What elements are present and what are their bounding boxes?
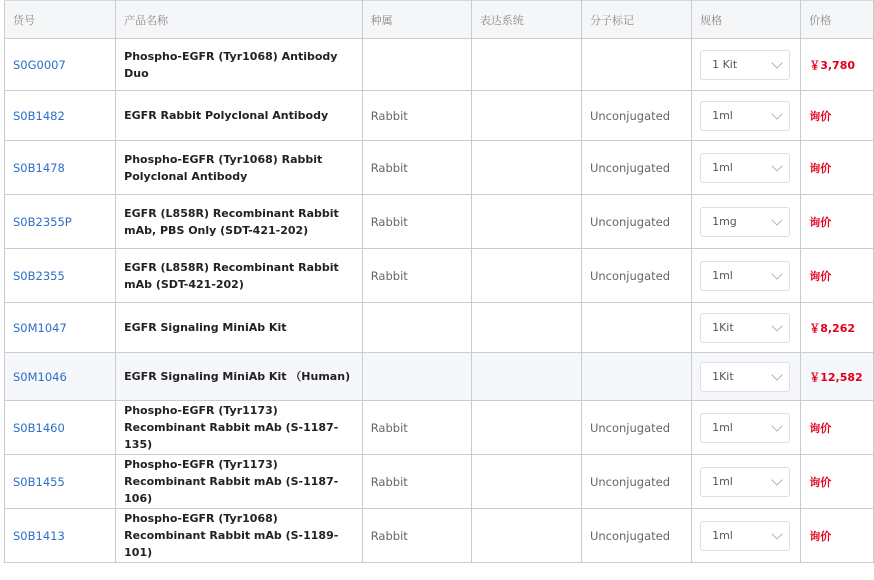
table-row: [5, 303, 874, 353]
spec-selected-value: 1ml: [712, 269, 733, 282]
sku-link[interactable]: S0B1455: [13, 474, 65, 489]
col-header-spec: 规格: [692, 1, 801, 39]
price-value: ￥8,262: [809, 321, 856, 335]
product-name[interactable]: Phospho-EGFR (Tyr1173) Recombinant Rabbit mAb (S-1187-135): [124, 404, 339, 451]
species-cell: Rabbit: [362, 401, 471, 455]
species-cell: Rabbit: [362, 91, 471, 141]
col-header-species: 种属: [362, 1, 471, 39]
col-header-product-name: 产品名称: [116, 1, 363, 39]
spec-select[interactable]: [700, 50, 790, 80]
table-row: [5, 141, 874, 195]
product-name[interactable]: Phospho-EGFR (Tyr1068) Rabbit Polyclonal Antibody: [124, 152, 323, 183]
chevron-down-icon: [771, 474, 782, 485]
label-cell: Unconjugated: [581, 141, 691, 195]
spec-select[interactable]: [700, 101, 790, 131]
col-header-expression-system: 表达系统: [471, 1, 581, 39]
chevron-down-icon: [771, 369, 782, 380]
spec-select[interactable]: [700, 362, 790, 392]
product-name[interactable]: EGFR (L858R) Recombinant Rabbit mAb (SDT-421-202): [124, 260, 339, 291]
chevron-down-icon: [771, 160, 782, 171]
species-cell: Rabbit: [362, 195, 471, 249]
table-row: [5, 509, 874, 563]
label-cell: Unconjugated: [581, 401, 691, 455]
species-cell: Rabbit: [362, 455, 471, 509]
price-value: 询价: [809, 421, 832, 435]
spec-selected-value: 1ml: [712, 109, 733, 122]
spec-select[interactable]: [700, 521, 790, 551]
table-row: [5, 195, 874, 249]
spec-selected-value: 1Kit: [712, 370, 734, 383]
sku-link[interactable]: S0M1046: [13, 369, 67, 384]
chevron-down-icon: [771, 108, 782, 119]
price-value: ￥12,582: [809, 370, 863, 384]
product-name[interactable]: Phospho-EGFR (Tyr1068) Recombinant Rabbit mAb (S-1189-101): [124, 512, 339, 559]
chevron-down-icon: [771, 528, 782, 539]
species-cell: [362, 303, 471, 353]
product-name[interactable]: Phospho-EGFR (Tyr1068) Antibody Duo: [124, 49, 338, 80]
expression-cell: [471, 141, 581, 195]
label-cell: [581, 39, 691, 91]
spec-selected-value: 1 Kit: [712, 58, 738, 71]
expression-cell: [471, 455, 581, 509]
table-row: [5, 249, 874, 303]
spec-select[interactable]: [700, 467, 790, 497]
spec-selected-value: 1Kit: [712, 321, 734, 334]
expression-cell: [471, 303, 581, 353]
spec-selected-value: 1ml: [712, 161, 733, 174]
spec-selected-value: 1mg: [712, 215, 737, 228]
sku-link[interactable]: S0B1482: [13, 108, 65, 123]
sku-link[interactable]: S0B1478: [13, 160, 65, 175]
spec-selected-value: 1ml: [712, 529, 733, 542]
col-header-price: 价格: [801, 1, 874, 39]
table-row: [5, 455, 874, 509]
chevron-down-icon: [771, 320, 782, 331]
expression-cell: [471, 353, 581, 401]
spec-select[interactable]: [700, 313, 790, 343]
species-cell: Rabbit: [362, 249, 471, 303]
spec-selected-value: 1ml: [712, 421, 733, 434]
sku-link[interactable]: S0B1460: [13, 420, 65, 435]
label-cell: Unconjugated: [581, 91, 691, 141]
price-value: 询价: [809, 109, 832, 123]
spec-select[interactable]: [700, 261, 790, 291]
sku-link[interactable]: S0M1047: [13, 320, 67, 335]
price-value: 询价: [809, 269, 832, 283]
table-row: [5, 39, 874, 91]
price-value: 询价: [809, 529, 832, 543]
label-cell: Unconjugated: [581, 195, 691, 249]
spec-select[interactable]: [700, 153, 790, 183]
product-table: [4, 0, 874, 563]
sku-link[interactable]: S0G0007: [13, 57, 66, 72]
spec-selected-value: 1ml: [712, 475, 733, 488]
chevron-down-icon: [771, 420, 782, 431]
label-cell: Unconjugated: [581, 509, 691, 563]
chevron-down-icon: [771, 214, 782, 225]
product-name[interactable]: EGFR Signaling MiniAb Kit （Human): [124, 370, 351, 383]
label-cell: [581, 353, 691, 401]
product-name[interactable]: Phospho-EGFR (Tyr1173) Recombinant Rabbit mAb (S-1187-106): [124, 458, 339, 505]
sku-link[interactable]: S0B1413: [13, 528, 65, 543]
expression-cell: [471, 401, 581, 455]
expression-cell: [471, 39, 581, 91]
label-cell: Unconjugated: [581, 249, 691, 303]
expression-cell: [471, 509, 581, 563]
spec-select[interactable]: [700, 207, 790, 237]
species-cell: [362, 39, 471, 91]
expression-cell: [471, 91, 581, 141]
price-value: 询价: [809, 161, 832, 175]
price-value: 询价: [809, 215, 832, 229]
chevron-down-icon: [771, 57, 782, 68]
col-header-label: 分子标记: [581, 1, 691, 39]
sku-link[interactable]: S0B2355: [13, 268, 65, 283]
col-header-sku: 货号: [5, 1, 116, 39]
label-cell: Unconjugated: [581, 455, 691, 509]
expression-cell: [471, 195, 581, 249]
product-name[interactable]: EGFR Signaling MiniAb Kit: [124, 321, 287, 334]
price-value: 询价: [809, 475, 832, 489]
spec-select[interactable]: [700, 413, 790, 443]
product-name[interactable]: EGFR (L858R) Recombinant Rabbit mAb, PBS Only (SDT-421-202): [124, 206, 339, 237]
price-value: ￥3,780: [809, 58, 856, 72]
expression-cell: [471, 249, 581, 303]
species-cell: [362, 353, 471, 401]
table-row: [5, 353, 874, 401]
species-cell: Rabbit: [362, 141, 471, 195]
product-name[interactable]: EGFR Rabbit Polyclonal Antibody: [124, 109, 329, 122]
table-header-row: [5, 1, 874, 39]
label-cell: [581, 303, 691, 353]
sku-link[interactable]: S0B2355P: [13, 214, 72, 229]
chevron-down-icon: [771, 268, 782, 279]
species-cell: Rabbit: [362, 509, 471, 563]
table-row: [5, 91, 874, 141]
table-row: [5, 401, 874, 455]
